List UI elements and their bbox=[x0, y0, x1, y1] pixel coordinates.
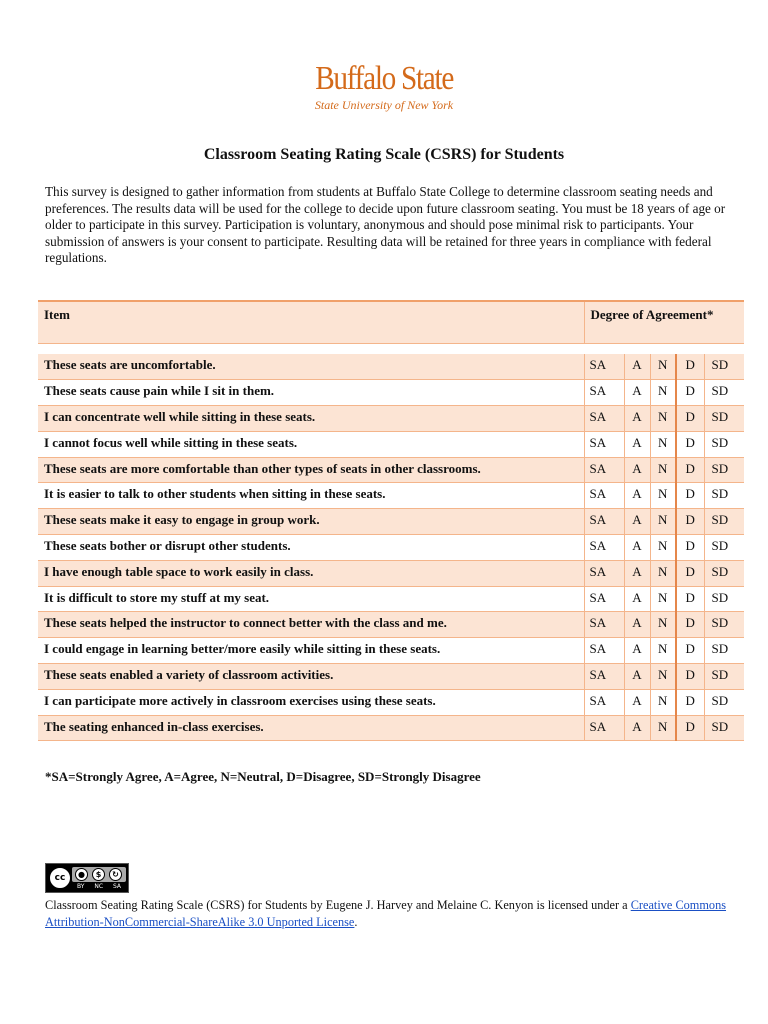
intro-paragraph: This survey is designed to gather information from students at Buffalo State College to determine classroom seating needs and preferences. The results data will be used for the college to decide upon future classroom seating. You must be 18 years of age or older to participate in this survey. Participation is voluntary, anonymous and should pose minimal risk to participants. Your submission of answers is your consent to participate. Resulting data will be retained for three years in compliance with federal regulations. bbox=[45, 184, 726, 265]
rating-option-d[interactable]: D bbox=[676, 689, 704, 715]
rating-option-a[interactable]: A bbox=[624, 638, 650, 664]
cc-nc-icon: $ bbox=[92, 868, 105, 881]
rating-option-d[interactable]: D bbox=[676, 586, 704, 612]
item-text: These seats bother or disrupt other students. bbox=[38, 535, 584, 561]
rating-option-a[interactable]: A bbox=[624, 380, 650, 406]
rating-option-a[interactable]: A bbox=[624, 509, 650, 535]
rating-option-n[interactable]: N bbox=[650, 612, 676, 638]
rating-option-sa[interactable]: SA bbox=[584, 612, 624, 638]
rating-option-n[interactable]: N bbox=[650, 560, 676, 586]
cc-logo-icon: cc bbox=[48, 866, 72, 890]
rating-option-sd[interactable]: SD bbox=[704, 586, 744, 612]
rating-option-sd[interactable]: SD bbox=[704, 560, 744, 586]
item-text: These seats are more comfortable than other types of seats in other classrooms. bbox=[38, 457, 584, 483]
license-text: Classroom Seating Rating Scale (CSRS) for Students by Eugene J. Harvey and Melaine C. Kenyon is licensed under a bbox=[45, 898, 631, 912]
rating-option-n[interactable]: N bbox=[650, 586, 676, 612]
rating-option-a[interactable]: A bbox=[624, 431, 650, 457]
rating-option-n[interactable]: N bbox=[650, 638, 676, 664]
table-row bbox=[38, 406, 744, 432]
table-row bbox=[38, 535, 744, 561]
rating-option-sd[interactable]: SD bbox=[704, 406, 744, 432]
rating-option-n[interactable]: N bbox=[650, 457, 676, 483]
rating-option-a[interactable]: A bbox=[624, 689, 650, 715]
rating-table bbox=[38, 300, 744, 741]
item-text: It is easier to talk to other students when sitting in these seats. bbox=[38, 483, 584, 509]
rating-option-a[interactable]: A bbox=[624, 664, 650, 690]
rating-option-sa[interactable]: SA bbox=[584, 354, 624, 380]
rating-option-a[interactable]: A bbox=[624, 535, 650, 561]
item-text: I cannot focus well while sitting in these seats. bbox=[38, 431, 584, 457]
item-text: These seats cause pain while I sit in them. bbox=[38, 380, 584, 406]
rating-option-a[interactable]: A bbox=[624, 586, 650, 612]
rating-option-a[interactable]: A bbox=[624, 560, 650, 586]
rating-option-d[interactable]: D bbox=[676, 509, 704, 535]
rating-option-sd[interactable]: SD bbox=[704, 457, 744, 483]
rating-option-sd[interactable]: SD bbox=[704, 483, 744, 509]
rating-option-sa[interactable]: SA bbox=[584, 457, 624, 483]
table-row bbox=[38, 612, 744, 638]
rating-option-sa[interactable]: SA bbox=[584, 509, 624, 535]
rating-option-d[interactable]: D bbox=[676, 457, 704, 483]
rating-option-sd[interactable]: SD bbox=[704, 612, 744, 638]
item-text: The seating enhanced in-class exercises. bbox=[38, 715, 584, 741]
rating-option-sd[interactable]: SD bbox=[704, 689, 744, 715]
rating-option-n[interactable]: N bbox=[650, 380, 676, 406]
cc-by-icon: ● bbox=[75, 868, 88, 881]
rating-option-n[interactable]: N bbox=[650, 715, 676, 741]
rating-option-a[interactable]: A bbox=[624, 483, 650, 509]
rating-option-sd[interactable]: SD bbox=[704, 715, 744, 741]
item-text: These seats enabled a variety of classroom activities. bbox=[38, 664, 584, 690]
rating-option-sd[interactable]: SD bbox=[704, 354, 744, 380]
table-row bbox=[38, 380, 744, 406]
rating-option-d[interactable]: D bbox=[676, 354, 704, 380]
rating-option-d[interactable]: D bbox=[676, 380, 704, 406]
rating-option-sd[interactable]: SD bbox=[704, 380, 744, 406]
rating-option-sd[interactable]: SD bbox=[704, 535, 744, 561]
rating-option-n[interactable]: N bbox=[650, 406, 676, 432]
rating-option-a[interactable]: A bbox=[624, 354, 650, 380]
rating-option-d[interactable]: D bbox=[676, 406, 704, 432]
item-text: It is difficult to store my stuff at my seat. bbox=[38, 586, 584, 612]
table-row bbox=[38, 638, 744, 664]
rating-option-sd[interactable]: SD bbox=[704, 638, 744, 664]
table-row bbox=[38, 457, 744, 483]
rating-option-sa[interactable]: SA bbox=[584, 406, 624, 432]
rating-option-d[interactable]: D bbox=[676, 612, 704, 638]
rating-option-d[interactable]: D bbox=[676, 560, 704, 586]
cc-label-nc: NC bbox=[94, 883, 104, 890]
creative-commons-by-nc-sa-icon bbox=[45, 863, 129, 893]
item-text: I can concentrate well while sitting in these seats. bbox=[38, 406, 584, 432]
item-text: These seats helped the instructor to connect better with the class and me. bbox=[38, 612, 584, 638]
table-row bbox=[38, 431, 744, 457]
rating-option-d[interactable]: D bbox=[676, 483, 704, 509]
rating-option-a[interactable]: A bbox=[624, 715, 650, 741]
rating-option-sd[interactable]: SD bbox=[704, 509, 744, 535]
item-text: These seats make it easy to engage in group work. bbox=[38, 509, 584, 535]
license-statement bbox=[45, 897, 735, 931]
item-text: I could engage in learning better/more easily while sitting in these seats. bbox=[38, 638, 584, 664]
rating-option-d[interactable]: D bbox=[676, 638, 704, 664]
item-text: These seats are uncomfortable. bbox=[38, 354, 584, 380]
rating-option-n[interactable]: N bbox=[650, 535, 676, 561]
rating-option-d[interactable]: D bbox=[676, 664, 704, 690]
page-title: Classroom Seating Rating Scale (CSRS) for Students bbox=[203, 146, 565, 163]
buffalo-state-logo bbox=[0, 62, 768, 112]
table-row bbox=[38, 715, 744, 741]
rating-option-a[interactable]: A bbox=[624, 612, 650, 638]
cc-labels bbox=[72, 883, 126, 891]
table-row bbox=[38, 509, 744, 535]
rating-option-a[interactable]: A bbox=[624, 406, 650, 432]
rating-option-d[interactable]: D bbox=[676, 431, 704, 457]
table-row bbox=[38, 354, 744, 380]
header-item: Item bbox=[38, 301, 584, 344]
rating-option-a[interactable]: A bbox=[624, 457, 650, 483]
logo-wordmark: Buffalo State bbox=[315, 60, 453, 97]
cc-label-by: BY bbox=[76, 883, 85, 890]
scale-legend: *SA=Strongly Agree, A=Agree, N=Neutral, D=Disagree, SD=Strongly Disagree bbox=[45, 769, 481, 784]
rating-option-n[interactable]: N bbox=[650, 509, 676, 535]
item-text: I have enough table space to work easily in class. bbox=[38, 560, 584, 586]
rating-option-sd[interactable]: SD bbox=[704, 664, 744, 690]
license-link[interactable]: Creative Commons Attribution-NonCommercial-ShareAlike 3.0 Unported License bbox=[45, 898, 727, 929]
table-row bbox=[38, 560, 744, 586]
rating-option-sa[interactable]: SA bbox=[584, 560, 624, 586]
rating-option-sa[interactable]: SA bbox=[584, 535, 624, 561]
rating-option-sa[interactable]: SA bbox=[584, 689, 624, 715]
table-header-row bbox=[38, 301, 744, 344]
rating-option-n[interactable]: N bbox=[650, 483, 676, 509]
cc-label-sa: SA bbox=[112, 883, 122, 890]
item-text: I can participate more actively in classroom exercises using these seats. bbox=[38, 689, 584, 715]
rating-option-sa[interactable]: SA bbox=[584, 664, 624, 690]
rating-option-d[interactable]: D bbox=[676, 535, 704, 561]
table-row bbox=[38, 586, 744, 612]
rating-option-n[interactable]: N bbox=[650, 354, 676, 380]
rating-option-sa[interactable]: SA bbox=[584, 380, 624, 406]
rating-option-d[interactable]: D bbox=[676, 715, 704, 741]
logo-subtitle: State University of New York bbox=[314, 98, 454, 112]
table-row bbox=[38, 483, 744, 509]
rating-option-n[interactable]: N bbox=[650, 664, 676, 690]
rating-option-sa[interactable]: SA bbox=[584, 431, 624, 457]
license-period: . bbox=[354, 915, 358, 929]
header-degree-of-agreement: Degree of Agreement* bbox=[584, 301, 744, 344]
rating-option-sa[interactable]: SA bbox=[584, 638, 624, 664]
rating-option-n[interactable]: N bbox=[650, 431, 676, 457]
rating-option-sa[interactable]: SA bbox=[584, 715, 624, 741]
rating-option-sd[interactable]: SD bbox=[704, 431, 744, 457]
cc-sa-icon: ↻ bbox=[109, 868, 122, 881]
header-spacer bbox=[38, 344, 744, 355]
table-row bbox=[38, 689, 744, 715]
table-row bbox=[38, 664, 744, 690]
rating-option-sa[interactable]: SA bbox=[584, 586, 624, 612]
rating-option-n[interactable]: N bbox=[650, 689, 676, 715]
rating-option-sa[interactable]: SA bbox=[584, 483, 624, 509]
